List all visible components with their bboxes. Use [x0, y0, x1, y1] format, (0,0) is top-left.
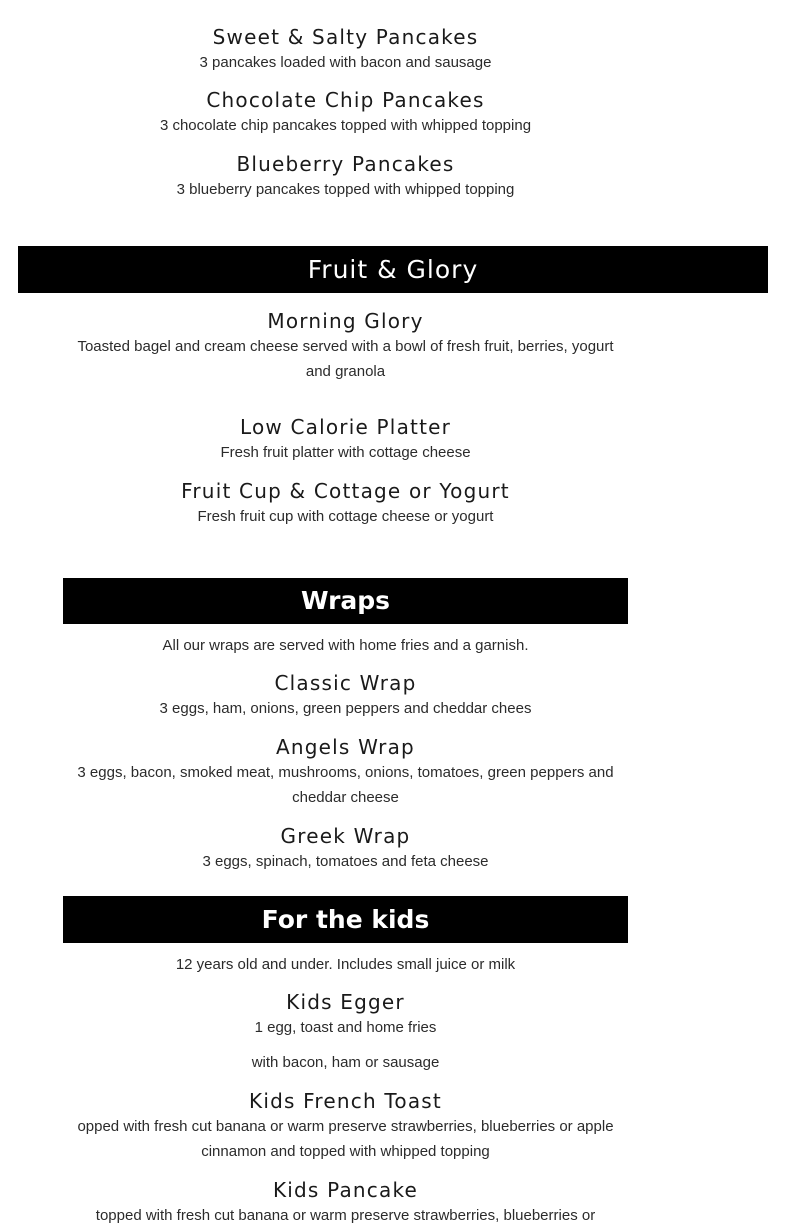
menu-item: [63, 87, 628, 138]
item-title: Low Calorie Platter: [239, 415, 452, 439]
menu-item: [63, 1177, 628, 1228]
menu-item: [63, 151, 628, 202]
item-description: opped with fresh cut banana or warm preserve strawberries, blueberries or apple cinnamon and topped with whipped topping: [77, 1118, 614, 1160]
menu-item: [63, 823, 628, 874]
item-title: Greek Wrap: [280, 824, 411, 848]
item-title: Morning Glory: [267, 309, 424, 333]
item-title: Kids French Toast: [249, 1089, 442, 1113]
section-title: For the kids: [261, 905, 430, 934]
section-header-fruit: [18, 246, 768, 293]
item-description: Toasted bagel and cream cheese served with a bowl of fresh fruit, berries, yogurt and granola: [77, 338, 614, 380]
menu-item: [63, 24, 628, 75]
section-header-kids: [63, 896, 628, 943]
item-description: 3 eggs, spinach, tomatoes and feta cheese: [202, 853, 489, 870]
item-extra: with bacon, ham or sausage: [251, 1054, 440, 1071]
item-description: 3 eggs, ham, onions, green peppers and cheddar chees: [159, 700, 532, 717]
menu-item: [63, 1088, 628, 1164]
menu-item: [63, 734, 628, 810]
wraps-note: All our wraps are served with home fries and a garnish.: [162, 637, 529, 654]
item-title: Chocolate Chip Pancakes: [206, 88, 485, 112]
menu-item: [63, 670, 628, 721]
item-description: 3 eggs, bacon, smoked meat, mushrooms, onions, tomatoes, green peppers and cheddar cheese: [77, 764, 614, 806]
item-title: Blueberry Pancakes: [236, 152, 455, 176]
menu-item: [63, 414, 628, 465]
item-title: Angels Wrap: [276, 735, 415, 759]
item-title: Fruit Cup & Cottage or Yogurt: [181, 479, 510, 503]
item-title: Classic Wrap: [274, 671, 417, 695]
section-title: Wraps: [300, 586, 391, 615]
item-title: Sweet & Salty Pancakes: [212, 25, 479, 49]
item-title: Kids Pancake: [272, 1178, 419, 1202]
item-description: 3 blueberry pancakes topped with whipped topping: [176, 181, 515, 198]
item-description: 3 chocolate chip pancakes topped with whipped topping: [159, 117, 532, 134]
kids-note: 12 years old and under. Includes small juice or milk: [175, 956, 516, 973]
menu-item: [63, 989, 628, 1075]
item-description: 1 egg, toast and home fries: [254, 1019, 437, 1036]
menu-item: [63, 308, 628, 384]
section-note: [63, 952, 628, 977]
section-note: [63, 633, 628, 658]
item-description: Fresh fruit platter with cottage cheese: [220, 444, 471, 461]
menu-item: [63, 478, 628, 529]
item-description: 3 pancakes loaded with bacon and sausage: [199, 54, 492, 71]
item-description: Fresh fruit cup with cottage cheese or yogurt: [197, 508, 494, 525]
section-header-wraps: [63, 578, 628, 624]
item-description: topped with fresh cut banana or warm preserve strawberries, blueberries or: [95, 1207, 596, 1224]
item-title: Kids Egger: [286, 990, 405, 1014]
section-title: Fruit & Glory: [307, 255, 479, 284]
